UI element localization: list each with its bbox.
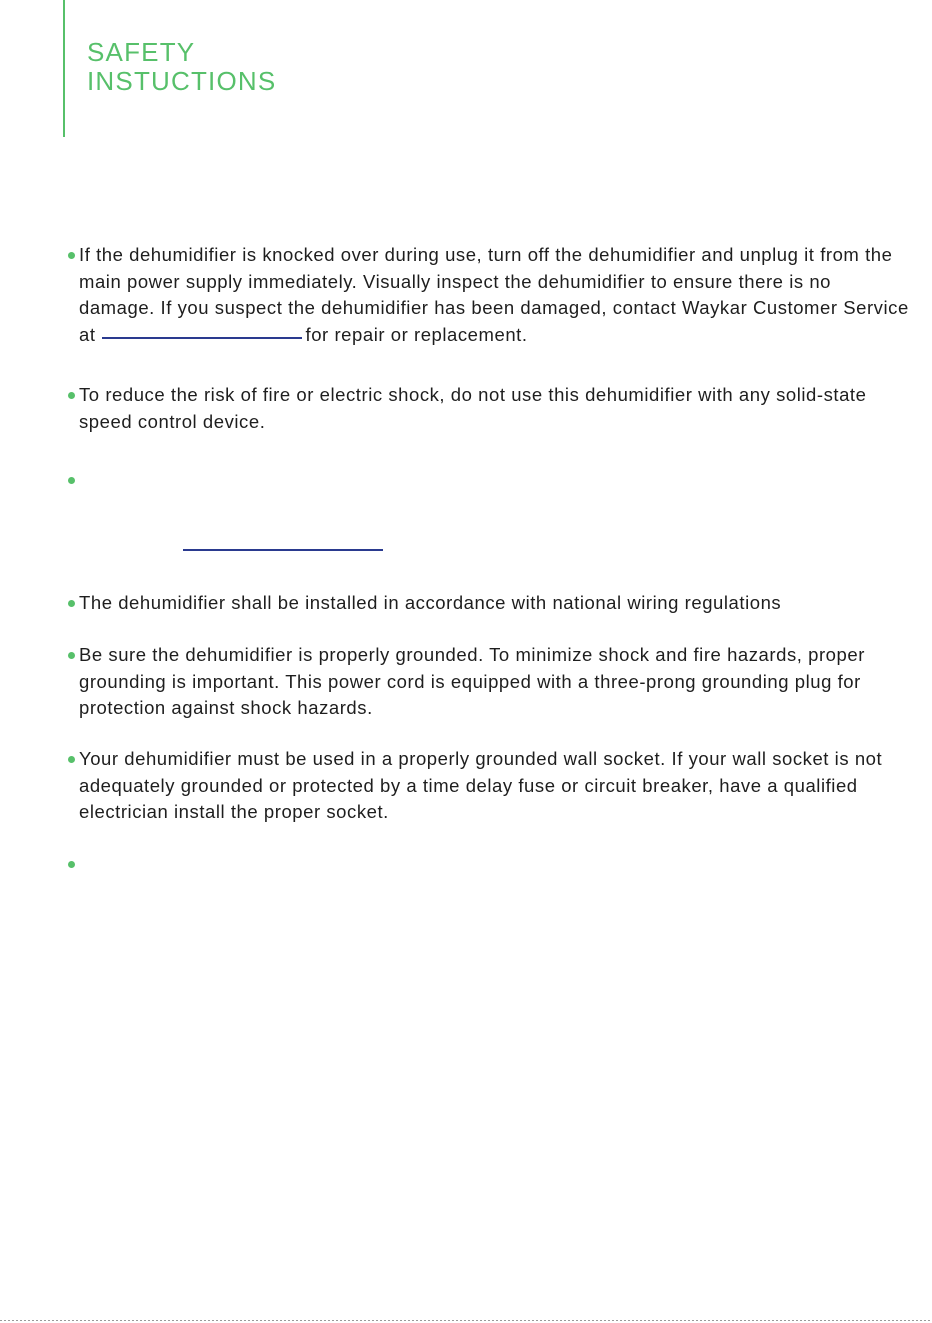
bullet-icon xyxy=(68,600,75,607)
bullet-icon xyxy=(68,861,75,868)
blank-line xyxy=(183,549,383,551)
instruction-text: Your dehumidifier must be used in a properly grounded wall socket. If your wall socket is not adequately grounded or protected by a time delay fuse or circuit breaker, have a qualified electrician install the proper socket. xyxy=(79,748,883,822)
page-title xyxy=(87,38,276,96)
page-title-line-2: INSTUCTIONS xyxy=(87,66,277,96)
bullet-icon xyxy=(68,477,75,484)
instruction-text: Be sure the dehumidifier is properly grounded. To minimize shock and fire hazards, proper grounding is important. This power cord is equipped with a three-prong grounding plug for protection against shock hazards. xyxy=(79,644,865,718)
bullet-icon xyxy=(68,756,75,763)
instruction-knocked-over xyxy=(79,242,909,348)
heading-accent-rule xyxy=(63,0,65,137)
bullet-icon xyxy=(68,252,75,259)
instruction-text: To reduce the risk of fire or electric shock, do not use this dehumidifier with any solid-state speed control device. xyxy=(79,384,867,432)
instruction-text-part-2: for repair or replacement. xyxy=(305,323,528,345)
bullet-icon xyxy=(68,652,75,659)
service-number-blank xyxy=(102,337,302,339)
instruction-grounding xyxy=(79,642,909,722)
instruction-text-part-1: If the dehumidifier is knocked over during use, turn off the dehumidifier and unplug it from the main power supply immediately. Visually inspect the dehumidifier to ensure there is no damage. If you suspect the dehumidifier has been damaged, contact Waykar Customer Service at xyxy=(79,244,909,345)
instruction-wall-socket xyxy=(79,746,909,826)
page-bottom-dotted-rule xyxy=(0,1320,932,1321)
instruction-wiring-regulations xyxy=(79,590,909,617)
page-title-line-1: SAFETY xyxy=(87,37,196,67)
instruction-speed-control xyxy=(79,382,909,435)
bullet-icon xyxy=(68,392,75,399)
instruction-text: The dehumidifier shall be installed in accordance with national wiring regulations xyxy=(79,592,782,613)
